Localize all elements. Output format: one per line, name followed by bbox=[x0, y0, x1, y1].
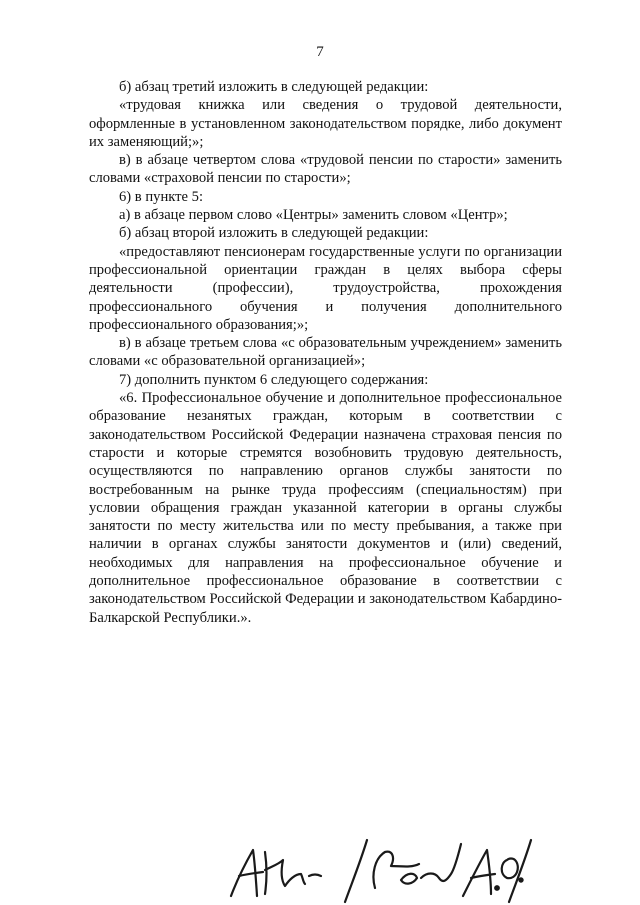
page-number: 7 bbox=[316, 44, 324, 60]
handwritten-signature bbox=[225, 830, 535, 905]
paragraph: в) в абзаце третьем слова «с образовательным учреждением» заменить словами «с образовательной организацией»; bbox=[89, 335, 562, 370]
paragraph: б) абзац третий изложить в следующей редакции: bbox=[119, 79, 429, 95]
document-body bbox=[89, 78, 562, 627]
paragraph: «6. Профессиональное обучение и дополнительное профессиональное образование незанятых граждан, которым в соответствии с законодательством Российской Федерации назначена страховая пенсия по старости и которые стремятся возобновить трудовую деятельность, осуществляются по направлению органов службы занятости по востребованным на рынке труда профессиям (специальностям) при условии обращения граждан указанной категории в органы службы занятости по месту жительства или по месту пребывания, а также при наличии в органах службы занятости документов и (или) сведений, необходимых для направления на профессиональное обучение и дополнительное профессиональное образование в соответствии с законодательством Российской Федерации и законодательством Кабардино-Балкарской Республики.». bbox=[89, 390, 562, 626]
paragraph: в) в абзаце четвертом слова «трудовой пенсии по старости» заменить словами «страховой пенсии по старости»; bbox=[89, 152, 562, 187]
paragraph: а) в абзаце первом слово «Центры» заменить словом «Центр»; bbox=[119, 207, 508, 224]
paragraph: 7) дополнить пунктом 6 следующего содержания: bbox=[119, 371, 429, 388]
paragraph: б) абзац второй изложить в следующей редакции: bbox=[119, 225, 429, 242]
paragraph: 6) в пункте 5: bbox=[119, 188, 204, 205]
paragraph: «трудовая книжка или сведения о трудовой деятельности, оформленные в установленном законодательством порядке, либо документ их заменяющий;»; bbox=[89, 97, 562, 150]
paragraph: «предоставляют пенсионерам государственные услуги по организации профессиональной ориентации граждан в целях выбора сферы деятельности (профессии), трудоустройства, прохождения профессионального обучения и получения дополнительного профессионального образования;»; bbox=[89, 243, 562, 333]
